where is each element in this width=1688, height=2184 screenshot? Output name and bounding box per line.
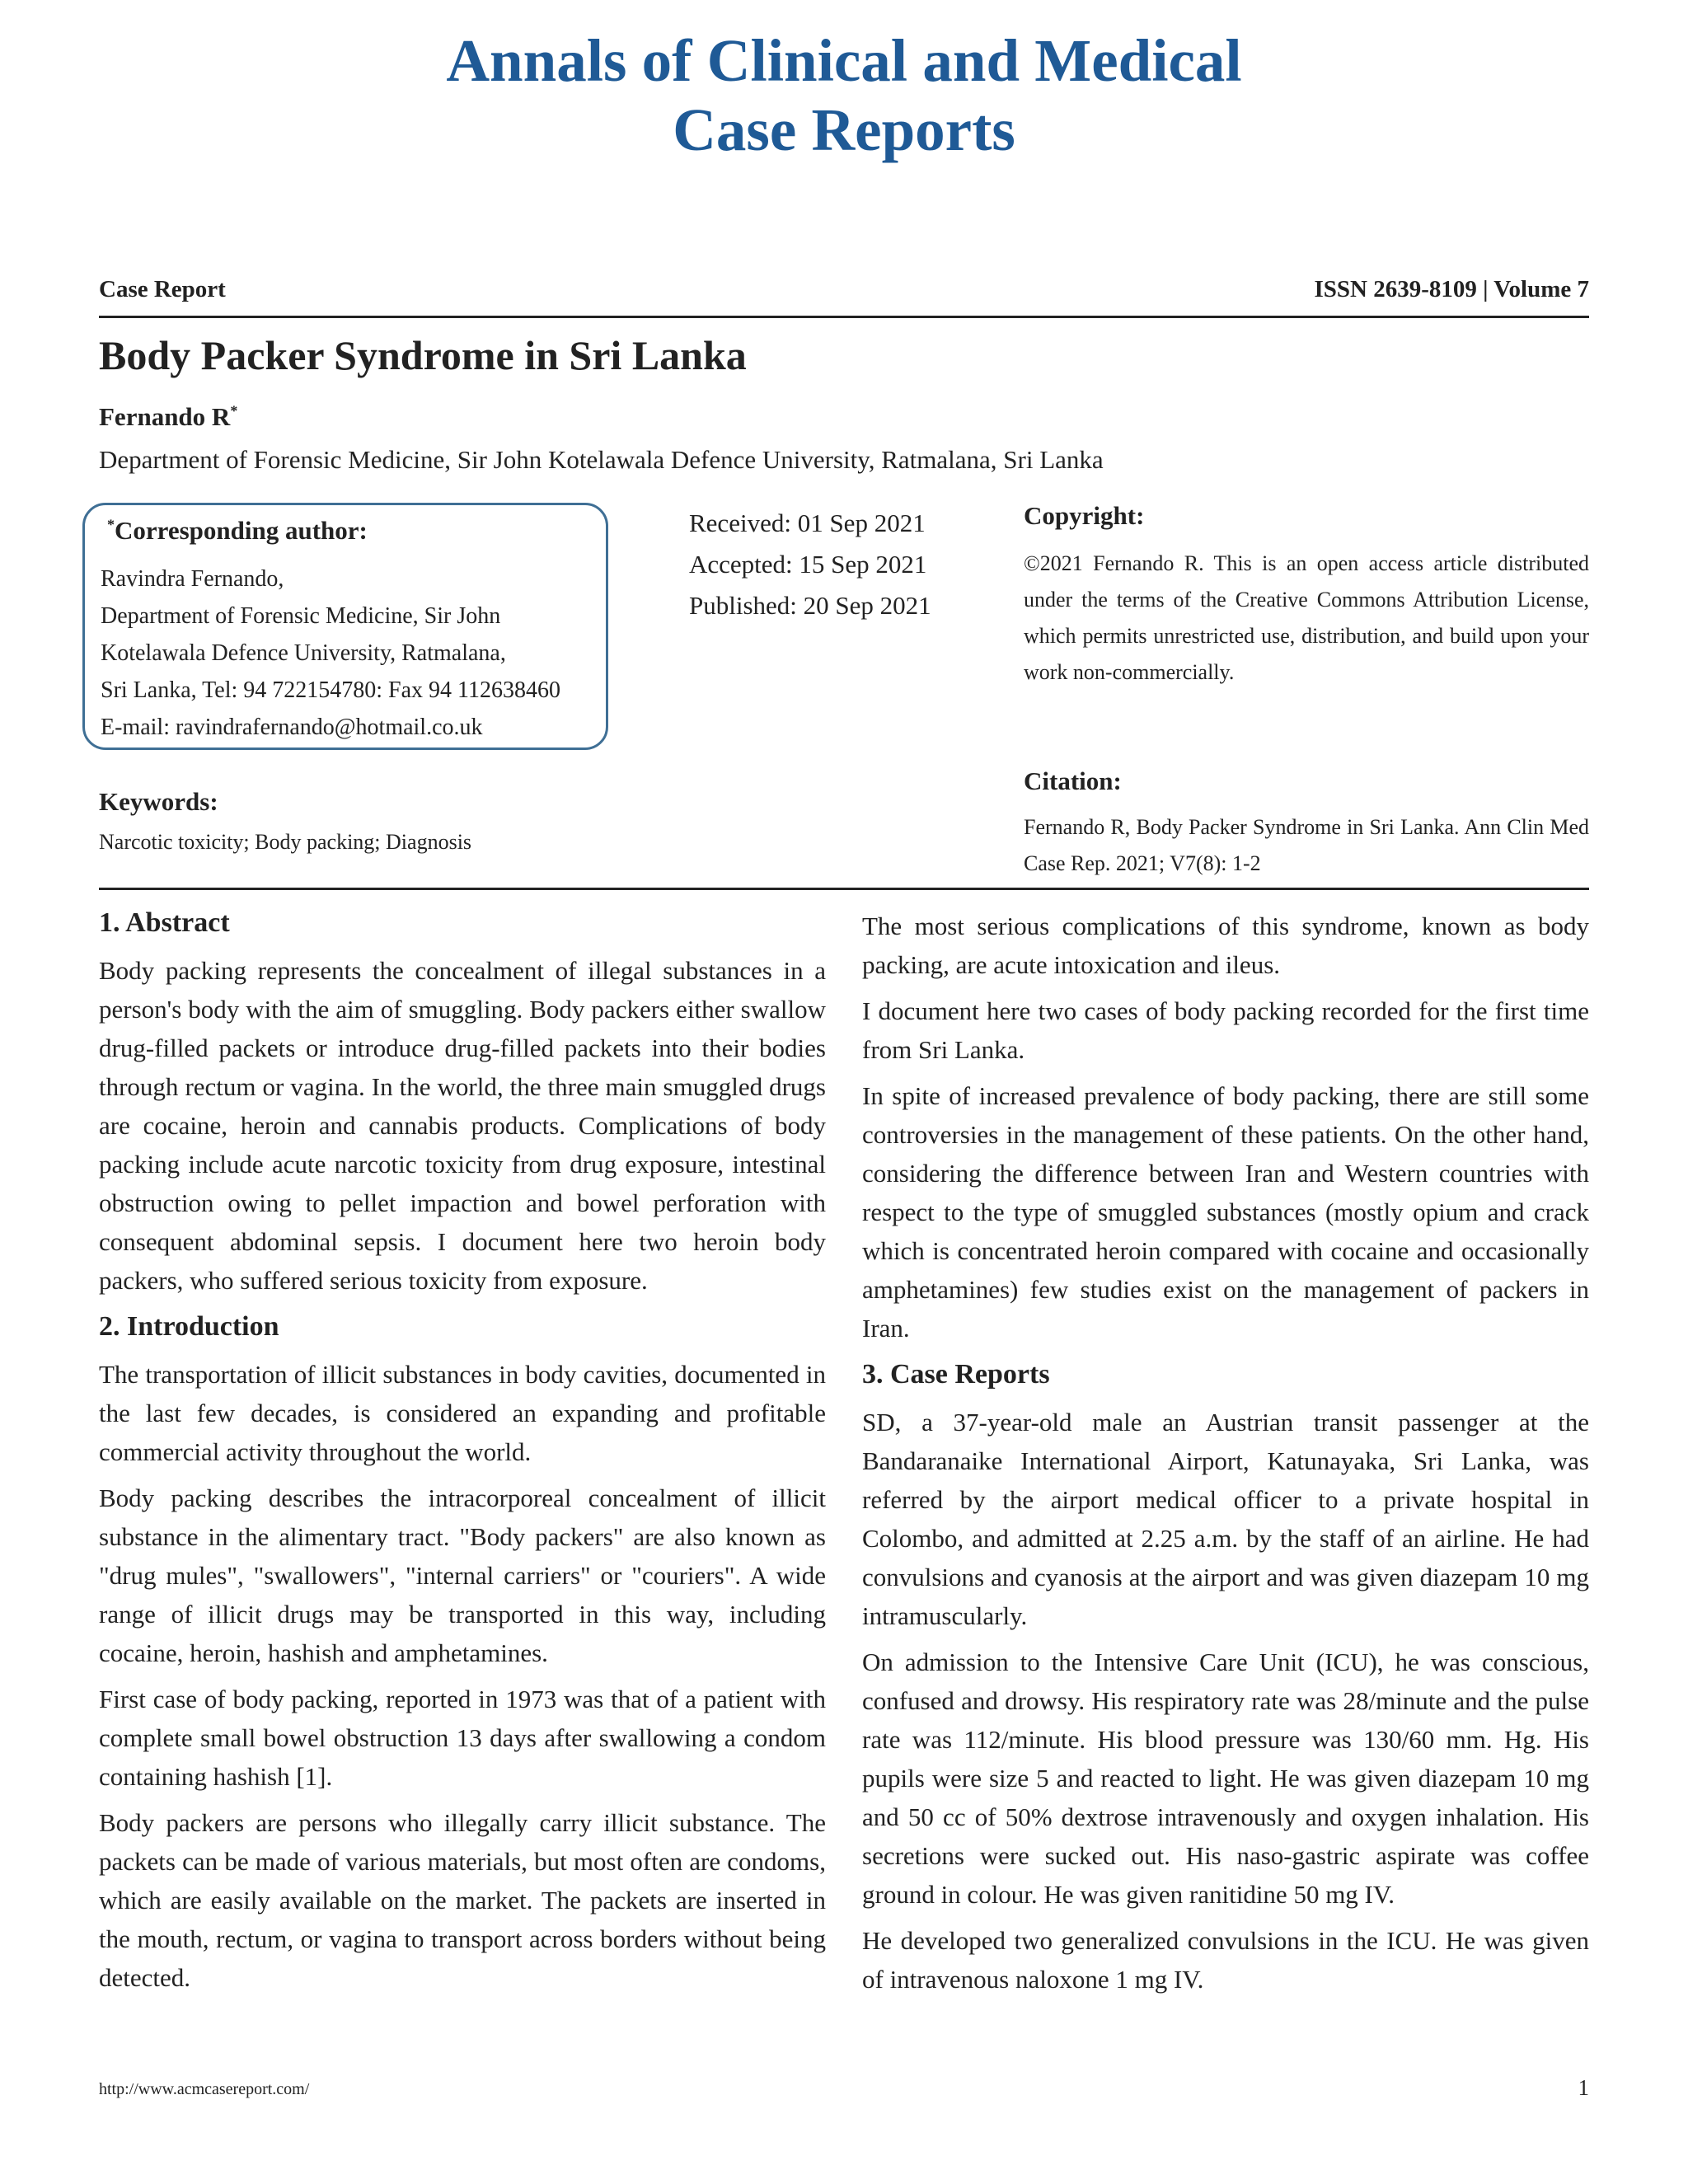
received-date: Received: 01 Sep 2021 — [689, 509, 926, 537]
introduction-paragraph: The transportation of illicit substances in body cavities, documented in the last few decades, is considered an expanding and profitable commercial activity throughout the world. — [99, 1360, 826, 1466]
accepted-date: Accepted: 15 Sep 2021 — [689, 550, 927, 579]
corresponding-author-heading — [107, 516, 368, 546]
issn-volume: ISSN 2639-8109 | Volume 7 — [1314, 276, 1589, 302]
corresponding-line: Ravindra Fernando, — [101, 566, 284, 592]
header-divider — [99, 316, 1589, 318]
article-dates — [689, 503, 931, 626]
author-affiliation: Department of Forensic Medicine, Sir John Kotelawala Defence University, Ratmalana, Sri Lanka — [99, 445, 1104, 474]
introduction-paragraph: In spite of increased prevalence of body packing, there are still some controversies in the management of these patients. On the other hand, considering the difference between Iran and Western countries with respect to the type of smuggled substances (mostly opium and crack which is concentrated heroin compared with cocaine and occasionally amphetamines) few studies exist on the management of packers in Iran. — [862, 1081, 1589, 1343]
journal-title-line-2: Case Reports — [673, 96, 1015, 163]
keywords-text: Narcotic toxicity; Body packing; Diagnosis — [99, 830, 472, 854]
author-name — [99, 402, 237, 432]
page-number: 1 — [1578, 2075, 1589, 2100]
case-report-paragraph: On admission to the Intensive Care Unit (ICU), he was conscious, confused and drowsy. His respiratory rate was 28/minute and the pulse rate was 112/minute. His blood pressure was 130/60 mm. Hg. His pupils were size 5 and reacted to light. He was given diazepam 10 mg and 50 cc of 50% dextrose intravenously and oxygen inhalation. His secretions were sucked out. His naso-gastric aspirate was coffee ground in colour. He was given ranitidine 50 mg IV. — [862, 1647, 1589, 1909]
copyright-heading: Copyright: — [1024, 501, 1145, 530]
abstract-heading: 1. Abstract — [99, 907, 230, 938]
left-column — [99, 903, 826, 2004]
article-meta-bar — [99, 276, 1589, 303]
keywords-heading: Keywords: — [99, 787, 218, 816]
introduction-heading: 2. Introduction — [99, 1311, 279, 1342]
case-reports-heading: 3. Case Reports — [862, 1359, 1050, 1390]
corresponding-mark: * — [107, 516, 115, 533]
citation-heading: Citation: — [1024, 766, 1122, 795]
corresponding-line: Department of Forensic Medicine, Sir John — [101, 603, 501, 629]
corresponding-line: Sri Lanka, Tel: 94 722154780: Fax 94 112638460 — [101, 677, 561, 703]
introduction-paragraph: I document here two cases of body packing recorded for the first time from Sri Lanka. — [862, 996, 1589, 1064]
body-divider — [99, 888, 1589, 890]
abstract-text: Body packing represents the concealment of illegal substances in a person's body with the aim of smuggling. Body packers either swallow drug-filled packets or introduce drug-filled packets into their bodies through rectum or vagina. In the world, the three main smuggled drugs are cocaine, heroin and cannabis products. Complications of body packing include acute narcotic toxicity from drug exposure, intestinal obstruction owing to pellet impaction and bowel perforation with consequent abdominal sepsis. I document here two heroin body packers, who suffered serious toxicity from exposure. — [99, 956, 826, 1295]
published-date: Published: 20 Sep 2021 — [689, 591, 931, 620]
introduction-paragraph: First case of body packing, reported in 1973 was that of a patient with complete small bowel obstruction 13 days after swallowing a condom containing hashish [1]. — [99, 1685, 826, 1791]
introduction-paragraph: Body packing describes the intracorporeal concealment of illicit substance in the alimentary tract. "Body packers" are also known as "drug mules", "swallowers", "internal carriers" or "couriers". A wide range of illicit drugs may be transported in this way, including cocaine, heroin, hashish and amphetamines. — [99, 1483, 826, 1667]
corresponding-author-details — [101, 560, 560, 746]
case-report-paragraph: He developed two generalized convulsions in the ICU. He was given of intravenous naloxone 1 mg IV. — [862, 1926, 1589, 1994]
article-type: Case Report — [99, 276, 226, 302]
author-mark: * — [230, 402, 238, 419]
right-column — [862, 907, 1589, 2006]
introduction-paragraph: The most serious complications of this syndrome, known as body packing, are acute intoxication and ileus. — [862, 912, 1589, 979]
journal-title-line-1: Annals of Clinical and Medical — [446, 27, 1242, 94]
corresponding-line: Kotelawala Defence University, Ratmalana, — [101, 640, 506, 666]
author-name-text: Fernando R — [99, 402, 231, 431]
case-report-paragraph: SD, a 37-year-old male an Austrian transit passenger at the Bandaranaike International Airport, Katunayaka, Sri Lanka, was referred by the airport medical officer to a private hospital in Colombo, and admitted at 2.25 a.m. by the staff of an airline. He had convulsions and cyanosis at the airport and was given diazepam 10 mg intramuscularly. — [862, 1408, 1589, 1630]
citation-text: Fernando R, Body Packer Syndrome in Sri Lanka. Ann Clin Med Case Rep. 2021; V7(8): 1-2 — [1024, 815, 1589, 875]
copyright-text: ©2021 Fernando R. This is an open access article distributed under the terms of the Creative Commons Attribution License, which permits unrestricted use, distribution, and build upon your work non-commercially. — [1024, 551, 1589, 684]
introduction-paragraph: Body packers are persons who illegally carry illicit substance. The packets can be made of various materials, but most often are condoms, which are easily available on the market. The packets are inserted in the mouth, rectum, or vagina to transport across borders without being detected. — [99, 1808, 826, 1992]
corresponding-heading-text: Corresponding author: — [115, 516, 368, 545]
journal-title — [0, 26, 1688, 165]
corresponding-email[interactable]: E-mail: ravindrafernando@hotmail.co.uk — [101, 715, 483, 740]
article-title: Body Packer Syndrome in Sri Lanka — [99, 332, 747, 378]
footer-url-link[interactable]: http://www.acmcasereport.com/ — [99, 2080, 310, 2098]
